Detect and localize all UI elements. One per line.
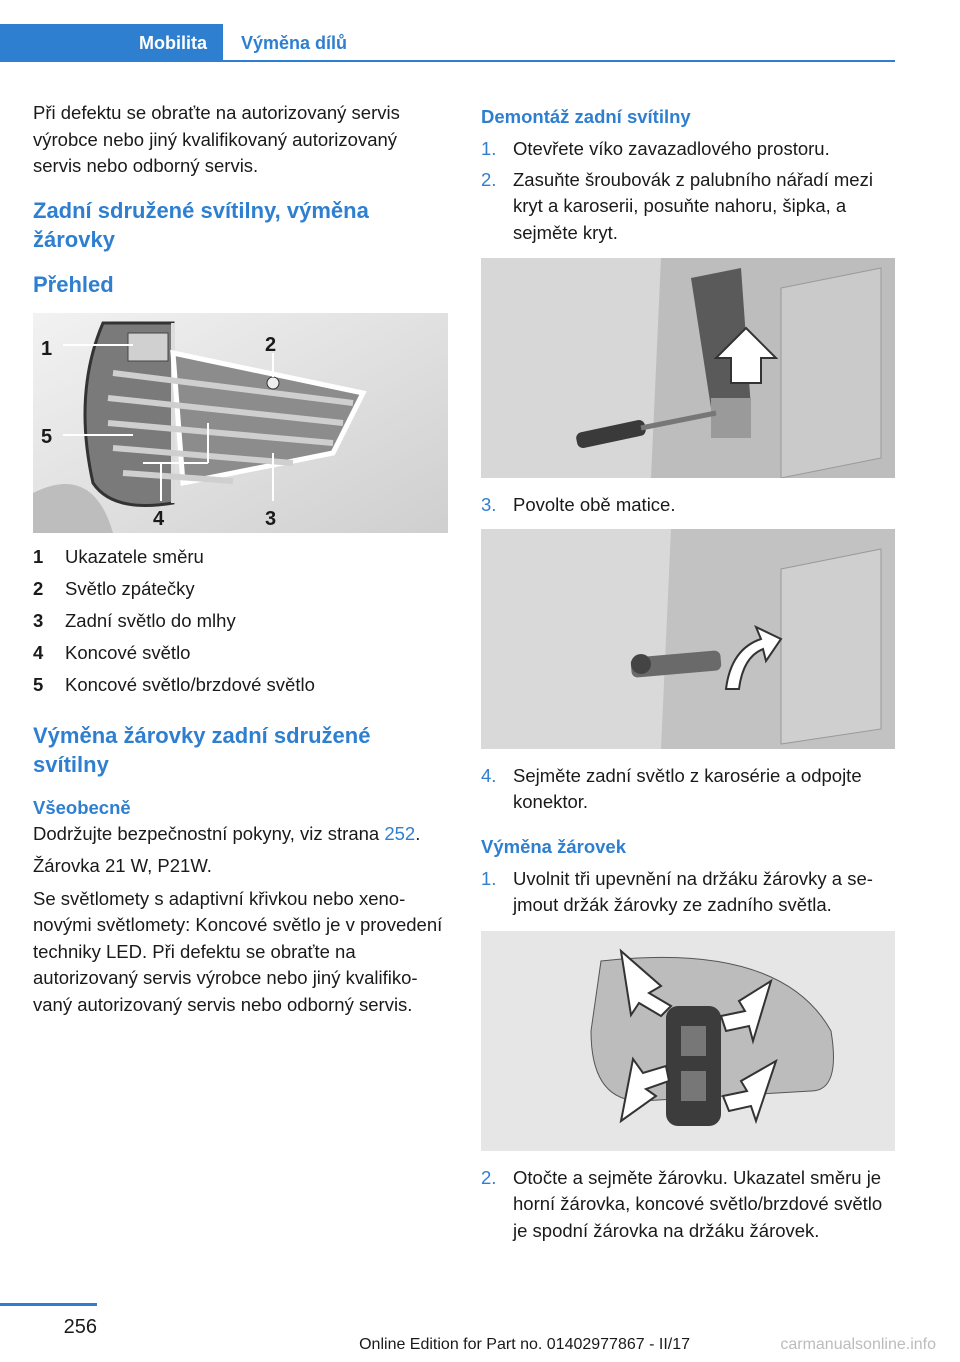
watermark-text: carmanualsonline.info (780, 1336, 936, 1353)
step-item: 2. Zasuňte šroubovák z palubního nářadí mezi kryt a karoserii, posuňte nahoru, šipka, a sejměte kryt. (481, 168, 873, 243)
step-item: 4. Sejměte zadní světlo z karosérie a odpojte konektor. (481, 764, 862, 812)
step-item: 2. Otočte a sejměte žárovku. Ukazatel směru je horní žárovka, koncové světlo/brzdové světlo je spodní žárovka na držáku žárovek. (481, 1166, 883, 1241)
header-tabbar (0, 24, 895, 62)
right-column (481, 100, 895, 1248)
legend-item: 2 Světlo zpátečky (33, 577, 195, 599)
legend-item: 3 Zadní světlo do mlhy (33, 609, 236, 631)
subheading-general: Všeobecně (33, 796, 131, 818)
header-rule (223, 60, 895, 62)
bulb-holder-illustration (481, 931, 895, 1151)
tab-section[interactable]: Výměna dílů (241, 32, 348, 53)
callout-3: 3 (265, 507, 277, 530)
intro-text: Při defektu se obraťte na autorizovaný servis výrobce nebo jiný kvalifikovaný autorizovaný servis nebo odborný servis. (33, 102, 400, 176)
xenon-note: Se světlomety s adaptivní křivkou nebo xenonovými světlomety: Koncové světlo je v provedení techniky LED. Při defektu se obraťte na autorizovaný servis výrobce nebo jiný kvalifikovaný autorizovaný servis nebo odborný servis. (33, 887, 443, 1015)
nuts-figure (481, 529, 895, 749)
edition-text: Online Edition for Part no. 01402977867 - II/17 (359, 1336, 690, 1353)
footer-rule (0, 1303, 97, 1306)
safety-note: Dodržujte bezpečnostní pokyny, viz strana 252. (33, 822, 421, 844)
legend-item: 1 Ukazatele směru (33, 545, 204, 567)
bulb-spec: Žárovka 21 W, P21W. (33, 855, 212, 876)
nuts-illustration (481, 529, 895, 749)
tab-mobilita[interactable]: Mobilita (0, 24, 223, 62)
screwdriver-cover-figure (481, 258, 895, 478)
callout-1: 1 (41, 337, 53, 360)
legend-item: 5 Koncové světlo/brzdové světlo (33, 673, 315, 695)
cover-removal-illustration (481, 258, 895, 478)
callout-5: 5 (41, 425, 53, 448)
section-heading-overview: Přehled (33, 271, 114, 297)
left-column (33, 100, 448, 1030)
section-heading-rear-lights: Zadní sdružené svítilny, výměna žárovky (33, 197, 369, 252)
subheading-bulb-replacement: Výměna žárovek (481, 835, 627, 857)
legend-item: 4 Koncové světlo (33, 641, 191, 663)
bulb-holder-figure (481, 931, 895, 1151)
page-number: 256 (63, 1316, 97, 1338)
step-item: 1. Uvolnit tři upevnění na držáku žárovky a sejmout držák žárovky ze zadního světla. (481, 867, 873, 915)
step-item: 1. Otevřete víko zavazadlového prostoru. (481, 138, 830, 159)
taillight-overview-figure (33, 313, 448, 533)
legend-list (33, 541, 448, 701)
callout-2: 2 (265, 333, 277, 356)
step-item: 3. Povolte obě matice. (481, 494, 676, 515)
section-heading-bulb-replacement: Výměna žárovky zadní sdružené svítilny (33, 722, 371, 777)
page-link-252[interactable]: 252 (384, 822, 416, 844)
subheading-removal: Demontáž zadní svítilny (481, 106, 691, 127)
callout-4: 4 (153, 507, 165, 530)
